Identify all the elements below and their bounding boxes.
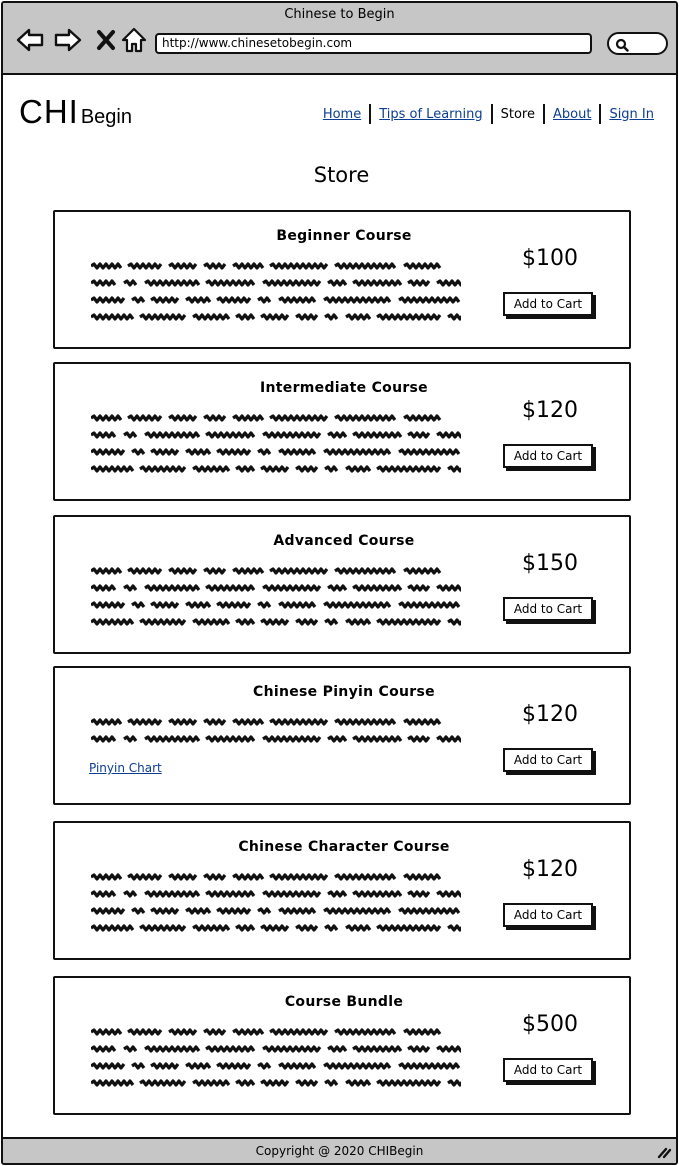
product-title: Intermediate Course — [260, 380, 428, 396]
logo-main-text: CHI — [19, 93, 79, 130]
nav-sign-in[interactable]: Sign In — [609, 106, 654, 122]
resize-grip-icon[interactable] — [656, 1145, 672, 1159]
forward-arrow-icon[interactable] — [53, 25, 83, 55]
product-card-character — [53, 821, 631, 960]
page-title: Store — [313, 163, 370, 187]
add-to-cart-button[interactable]: Add to Cart — [503, 597, 593, 621]
product-card-beginner — [53, 210, 631, 349]
main-nav — [315, 104, 662, 124]
home-icon[interactable] — [119, 25, 149, 55]
placeholder-text-lines — [91, 260, 461, 324]
copyright-text: Copyright @ 2020 CHIBegin — [255, 1144, 424, 1158]
product-card-intermediate — [53, 362, 631, 501]
add-to-cart-button[interactable]: Add to Cart — [503, 292, 593, 316]
page-footer — [3, 1137, 676, 1163]
product-card-pinyin — [53, 666, 631, 805]
product-title: Chinese Pinyin Course — [253, 684, 435, 700]
nav-home[interactable]: Home — [322, 106, 362, 122]
product-price: $120 — [522, 857, 578, 882]
product-price: $100 — [522, 246, 578, 271]
product-card-bundle — [53, 976, 631, 1115]
placeholder-text-lines — [91, 716, 461, 746]
nav-store[interactable]: Store — [500, 106, 535, 122]
product-price: $500 — [522, 1012, 578, 1037]
add-to-cart-button[interactable]: Add to Cart — [503, 748, 593, 772]
product-price: $120 — [522, 398, 578, 423]
close-icon[interactable] — [91, 25, 121, 55]
nav-tips-of-learning[interactable]: Tips of Learning — [379, 106, 483, 122]
product-title: Course Bundle — [284, 994, 404, 1010]
placeholder-text-lines — [91, 565, 461, 629]
nav-about[interactable]: About — [553, 106, 592, 122]
browser-window — [1, 1, 678, 1165]
window-title: Chinese to Begin — [284, 7, 395, 22]
logo-sub-text: Begin — [80, 106, 132, 128]
pinyin-chart-link[interactable]: Pinyin Chart — [89, 761, 162, 775]
placeholder-text-lines — [91, 412, 461, 476]
placeholder-text-lines — [91, 871, 461, 935]
product-card-advanced — [53, 515, 631, 654]
back-arrow-icon[interactable] — [15, 25, 45, 55]
placeholder-text-lines — [91, 1026, 461, 1090]
product-title: Chinese Character Course — [238, 839, 450, 855]
browser-chrome — [3, 3, 676, 75]
product-title: Advanced Course — [273, 533, 415, 549]
product-title: Beginner Course — [276, 228, 412, 244]
search-box[interactable] — [607, 32, 668, 55]
product-price: $120 — [522, 702, 578, 727]
add-to-cart-button[interactable]: Add to Cart — [503, 1058, 593, 1082]
add-to-cart-button[interactable]: Add to Cart — [503, 903, 593, 927]
add-to-cart-button[interactable]: Add to Cart — [503, 444, 593, 468]
search-icon — [615, 38, 629, 52]
product-price: $150 — [522, 551, 578, 576]
url-input[interactable]: http://www.chinesetobegin.com — [155, 33, 592, 54]
site-logo[interactable] — [19, 93, 132, 131]
